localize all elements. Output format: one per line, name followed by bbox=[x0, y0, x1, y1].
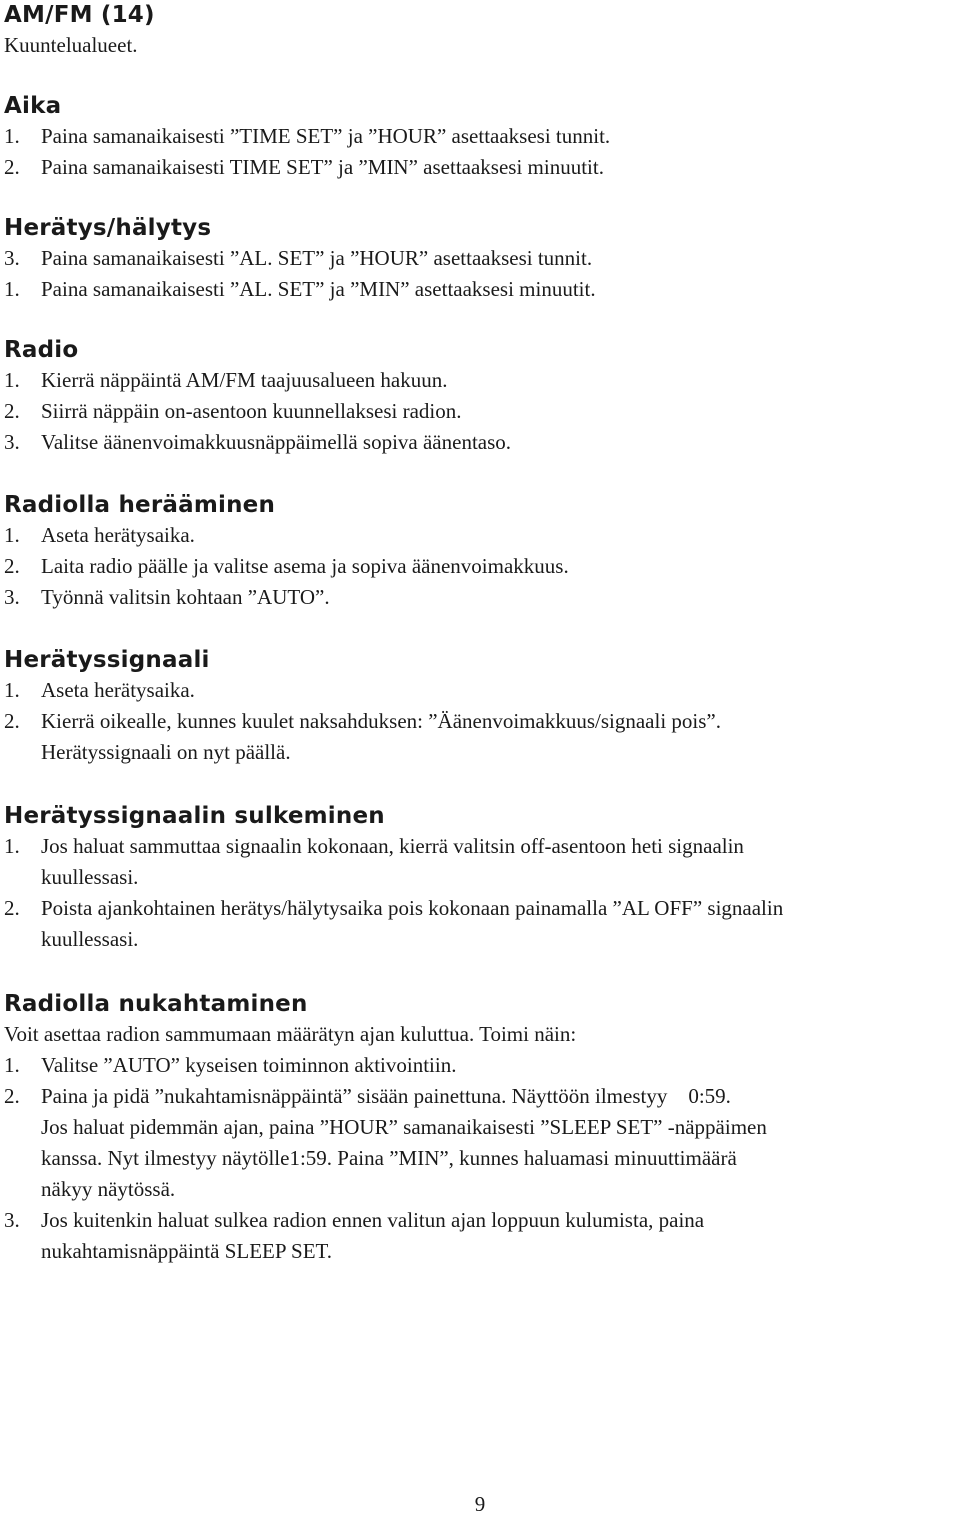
list-number: 3. bbox=[4, 246, 20, 270]
list-text: Siirrä näppäin on-asentoon kuunnellaksesi radion. bbox=[41, 399, 462, 423]
list-number: 1. bbox=[4, 678, 20, 702]
list-item bbox=[4, 893, 956, 955]
list-text: Laita radio päälle ja valitse asema ja sopiva äänenvoimakkuus. bbox=[41, 554, 569, 578]
list-number: 2. bbox=[4, 1084, 20, 1108]
list-text-line: kuullessasi. bbox=[41, 865, 139, 889]
section-title-sulkeminen: Herätyssignaalin sulkeminen bbox=[4, 803, 385, 829]
section-title-amfm: AM/FM (14) bbox=[4, 2, 155, 28]
list-item bbox=[4, 396, 956, 427]
nukahtaminen-intro: Voit asettaa radion sammumaan määrätyn ajan kuluttua. Toimi näin: bbox=[4, 1022, 577, 1046]
list-text-line: Paina ja pidä ”nukahtamisnäppäintä” sisään painettuna. Näyttöön ilmestyy 0:59. bbox=[41, 1084, 731, 1108]
list-text-line: kuullessasi. bbox=[41, 927, 139, 951]
section-title-heratyssignaali: Herätyssignaali bbox=[4, 647, 210, 673]
list-item bbox=[4, 427, 956, 458]
list-item bbox=[4, 551, 956, 582]
list-text: Työnnä valitsin kohtaan ”AUTO”. bbox=[41, 585, 330, 609]
list-number: 2. bbox=[4, 554, 20, 578]
list-number: 2. bbox=[4, 399, 20, 423]
list-text: Aseta herätysaika. bbox=[41, 678, 195, 702]
list-text bbox=[41, 1205, 956, 1267]
list-item bbox=[4, 1050, 956, 1081]
list-number: 1. bbox=[4, 834, 20, 858]
list-item bbox=[4, 365, 956, 396]
list-number: 1. bbox=[4, 277, 20, 301]
list-item bbox=[4, 831, 956, 893]
list-text: Kierrä näppäintä AM/FM taajuusalueen hakuun. bbox=[41, 368, 448, 392]
list-number: 2. bbox=[4, 155, 20, 179]
list-item bbox=[4, 1205, 956, 1267]
list-number: 2. bbox=[4, 709, 20, 733]
section-title-radio: Radio bbox=[4, 337, 79, 363]
list-text: Paina samanaikaisesti TIME SET” ja ”MIN” asettaaksesi minuutit. bbox=[41, 155, 604, 179]
list-item bbox=[4, 520, 956, 551]
list-number: 3. bbox=[4, 585, 20, 609]
list-text: Valitse äänenvoimakkuusnäppäimellä sopiva äänentaso. bbox=[41, 430, 512, 454]
list-number: 1. bbox=[4, 1053, 20, 1077]
list-text-line: nukahtamisnäppäintä SLEEP SET. bbox=[41, 1239, 333, 1263]
list-number: 1. bbox=[4, 124, 20, 148]
list-number: 3. bbox=[4, 1208, 20, 1232]
list-item bbox=[4, 706, 956, 768]
amfm-intro: Kuuntelualueet. bbox=[4, 33, 138, 57]
list-item bbox=[4, 1081, 956, 1205]
list-number: 2. bbox=[4, 896, 20, 920]
page-number: 9 bbox=[474, 1492, 486, 1516]
list-text-line: Herätyssignaali on nyt päällä. bbox=[41, 740, 291, 764]
list-item bbox=[4, 152, 956, 183]
section-title-radiolla-heraaminen: Radiolla herääminen bbox=[4, 492, 276, 518]
section-title-heratys: Herätys/hälytys bbox=[4, 215, 212, 241]
list-text-line: Poista ajankohtainen herätys/hälytysaika pois kokonaan painamalla ”AL OFF” signaalin bbox=[41, 896, 784, 920]
list-text: Paina samanaikaisesti ”TIME SET” ja ”HOUR” asettaaksesi tunnit. bbox=[41, 124, 611, 148]
section-title-aika: Aika bbox=[4, 93, 62, 119]
list-text-line: näkyy näytössä. bbox=[41, 1177, 176, 1201]
list-text-line: kanssa. Nyt ilmestyy näytölle1:59. Paina ”MIN”, kunnes haluamasi minuuttimäärä bbox=[41, 1146, 737, 1170]
list-text: Valitse ”AUTO” kyseisen toiminnon aktivointiin. bbox=[41, 1053, 457, 1077]
list-text-line: Jos kuitenkin haluat sulkea radion ennen valitun ajan loppuun kulumista, paina bbox=[41, 1208, 705, 1232]
list-number: 3. bbox=[4, 430, 20, 454]
list-number: 1. bbox=[4, 523, 20, 547]
list-text bbox=[41, 706, 956, 768]
list-item bbox=[4, 274, 956, 305]
list-text: Paina samanaikaisesti ”AL. SET” ja ”HOUR” asettaaksesi tunnit. bbox=[41, 246, 593, 270]
list-text-line: Jos haluat pidemmän ajan, paina ”HOUR” samanaikaisesti ”SLEEP SET” -näppäimen bbox=[41, 1115, 767, 1139]
list-item bbox=[4, 675, 956, 706]
list-item bbox=[4, 582, 956, 613]
list-text-line: Jos haluat sammuttaa signaalin kokonaan, kierrä valitsin off-asentoon heti signaalin bbox=[41, 834, 744, 858]
list-text-line: Kierrä oikealle, kunnes kuulet naksahduksen: ”Äänenvoimakkuus/signaali pois”. bbox=[41, 709, 721, 733]
list-item bbox=[4, 243, 956, 274]
list-text bbox=[41, 893, 956, 955]
list-text: Paina samanaikaisesti ”AL. SET” ja ”MIN” asettaaksesi minuutit. bbox=[41, 277, 596, 301]
list-text bbox=[41, 831, 956, 893]
list-number: 1. bbox=[4, 368, 20, 392]
manual-page bbox=[4, 0, 956, 1267]
list-text: Aseta herätysaika. bbox=[41, 523, 195, 547]
list-item bbox=[4, 121, 956, 152]
list-text bbox=[41, 1081, 956, 1205]
section-title-nukahtaminen: Radiolla nukahtaminen bbox=[4, 991, 308, 1017]
